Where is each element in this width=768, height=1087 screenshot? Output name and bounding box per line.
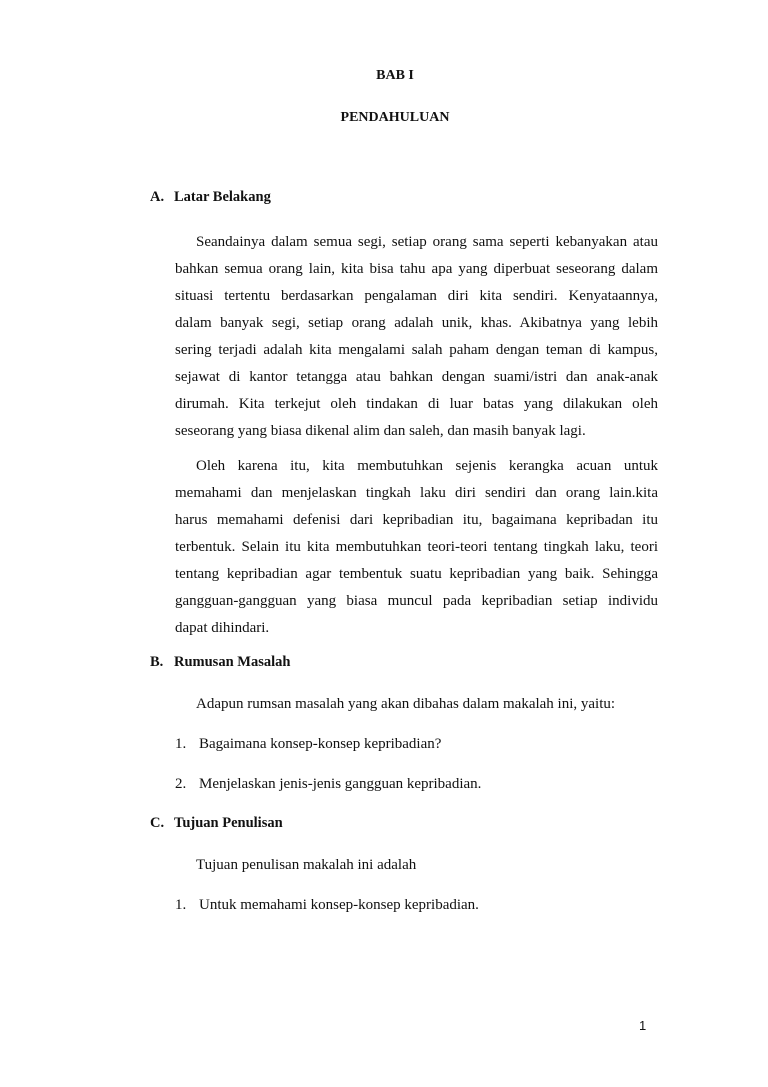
list-text: Menjelaskan jenis-jenis gangguan kepribadian. xyxy=(199,776,482,792)
text-line: sejawat di kantor tetangga atau bahkan dengan suami/istri dan anak-anak xyxy=(175,369,658,385)
list-item xyxy=(175,895,479,915)
text-line: dapat dihindari. xyxy=(175,620,270,636)
section-title: Tujuan Penulisan xyxy=(174,815,283,831)
section-number: C. xyxy=(150,815,165,831)
text-line: tentang kepribadian agar tembentuk suatu kepribadian yang baik. Sehingga xyxy=(175,566,658,582)
chapter-number: BAB I xyxy=(376,68,414,83)
text-line: seseorang yang biasa dikenal alim dan saleh, dan masih banyak lagi. xyxy=(175,423,586,439)
list-text: Bagaimana konsep-konsep kepribadian? xyxy=(199,736,442,752)
text-line: gangguan-gangguan yang biasa muncul pada kepribadian setiap individu xyxy=(175,593,658,609)
section-number: A. xyxy=(150,189,165,205)
text-line: dalam banyak segi, setiap orang adalah unik, khas. Akibatnya yang lebih xyxy=(175,315,658,331)
page-number: 1 xyxy=(639,1018,647,1033)
tujuan-intro: Tujuan penulisan makalah ini adalah xyxy=(196,857,417,873)
text-line: memahami dan menjelaskan tingkah laku diri sendiri dan orang lain.kita xyxy=(175,485,658,501)
section-heading-b xyxy=(150,654,290,671)
text-line: dirumah. Kita terkejut oleh tindakan di luar batas yang dilakukan oleh xyxy=(175,396,658,412)
paragraph-latar-2 xyxy=(175,456,658,645)
list-item xyxy=(175,774,481,794)
text-line: Seandainya dalam semua segi, setiap orang sama seperti kebanyakan atau xyxy=(196,234,658,250)
text-line: terbentuk. Selain itu kita membutuhkan teori-teori tentang tingkah laku, teori xyxy=(175,539,658,555)
paragraph-latar-1 xyxy=(175,232,658,448)
section-number: B. xyxy=(150,654,164,670)
list-number: 1. xyxy=(175,736,187,752)
text-line: harus memahami defenisi dari kepribadian itu, bagaimana kepribadan itu xyxy=(175,512,658,528)
text-line: bahkan semua orang lain, kita bisa tahu apa yang diperbuat seseorang dalam xyxy=(175,261,658,277)
section-heading-c xyxy=(150,815,283,832)
text-line: sering terjadi adalah kita mengalami salah paham dengan teman di kampus, xyxy=(175,342,658,358)
rumusan-intro: Adapun rumsan masalah yang akan dibahas dalam makalah ini, yaitu: xyxy=(196,696,616,712)
list-text: Untuk memahami konsep-konsep kepribadian. xyxy=(199,897,479,913)
section-title: Latar Belakang xyxy=(174,189,271,205)
chapter-title: PENDAHULUAN xyxy=(340,110,450,125)
list-number: 1. xyxy=(175,897,187,913)
section-heading-a xyxy=(150,189,271,206)
text-line: Oleh karena itu, kita membutuhkan sejenis kerangka acuan untuk xyxy=(196,458,658,474)
list-number: 2. xyxy=(175,776,187,792)
text-line: situasi tertentu berdasarkan pengalaman diri kita sendiri. Kenyataannya, xyxy=(175,288,658,304)
section-title: Rumusan Masalah xyxy=(174,654,291,670)
list-item xyxy=(175,734,441,754)
